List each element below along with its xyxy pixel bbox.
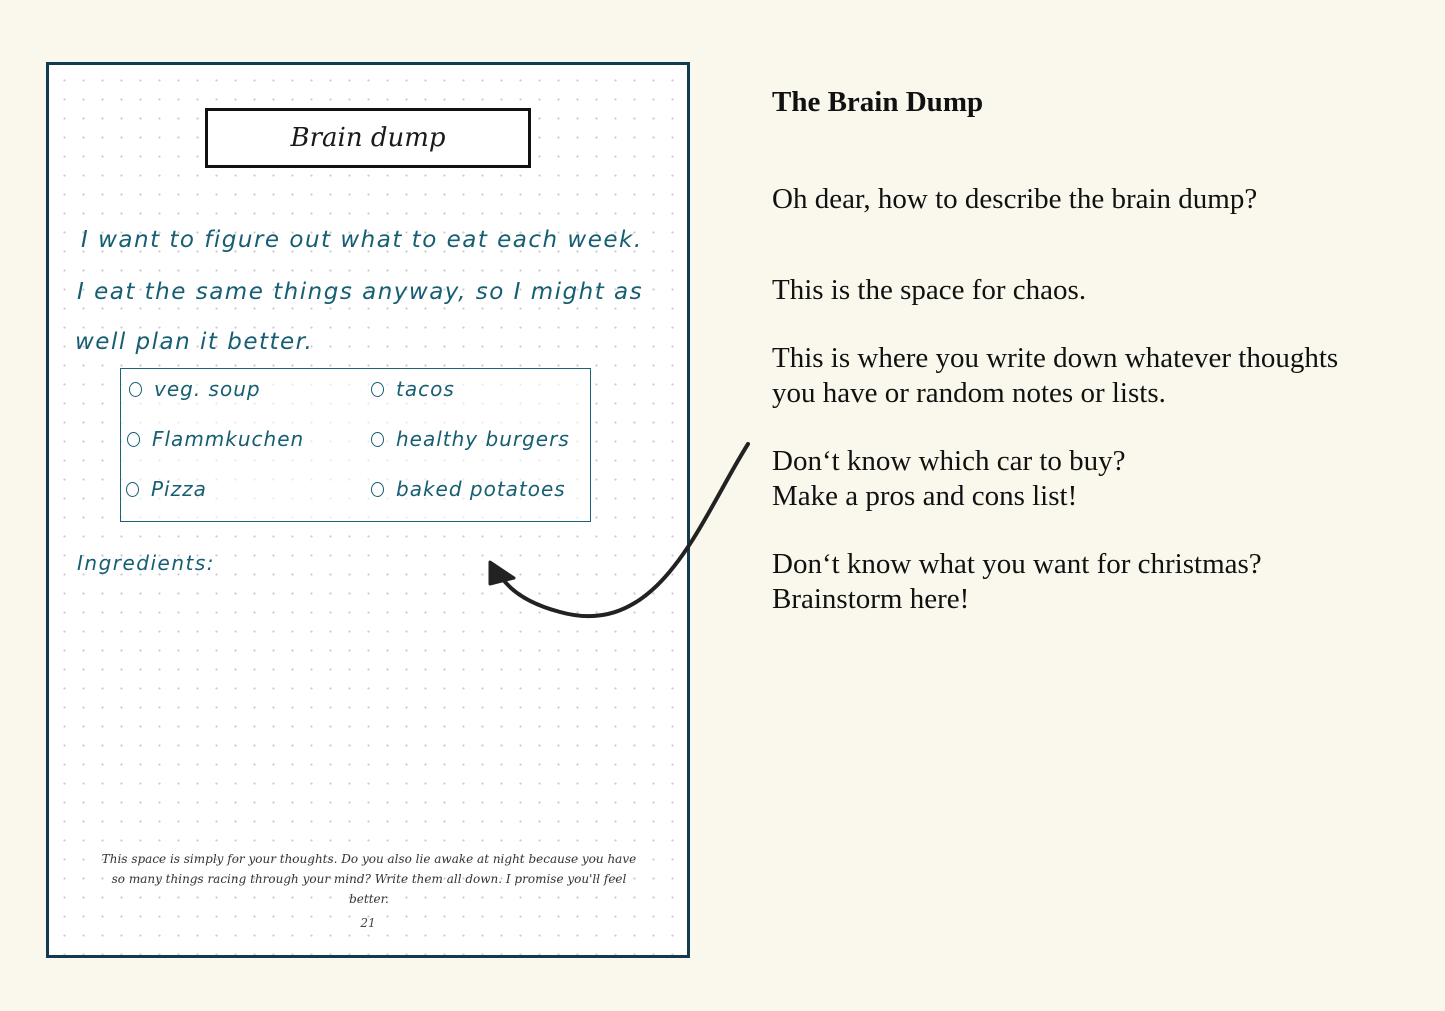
description-paragraph: This is the space for chaos.	[772, 273, 1087, 306]
description-panel	[772, 82, 1372, 616]
meal-list-box	[120, 368, 591, 522]
list-item: Pizza	[126, 477, 207, 501]
description-paragraph: Make a pros and cons list!	[772, 479, 1078, 512]
list-item: tacos	[371, 377, 455, 401]
list-item: baked potatoes	[371, 477, 566, 501]
checkbox-circle-icon	[129, 382, 142, 397]
page-title: Brain dump	[290, 123, 446, 153]
description-paragraph: Oh dear, how to describe the brain dump?	[772, 183, 1258, 215]
description-paragraph: This is where you write down whatever thoughts you have or random notes or lists.	[772, 342, 1339, 409]
journal-page	[46, 62, 690, 958]
handwriting-line-2: I eat the same things anyway, so I might as	[77, 279, 644, 305]
checkbox-circle-icon	[371, 382, 384, 397]
page-number: 21	[360, 916, 376, 930]
description-paragraph: Don‘t know what you want for christmas?	[772, 548, 1262, 580]
checkbox-circle-icon	[371, 482, 384, 497]
handwriting-line-1: I want to figure out what to eat each week.	[81, 227, 643, 253]
handwriting-line-3: well plan it better.	[75, 329, 314, 355]
checkbox-circle-icon	[371, 432, 384, 447]
description-paragraph: Don‘t know which car to buy?	[772, 445, 1126, 477]
checkbox-circle-icon	[126, 482, 139, 497]
list-item: veg. soup	[129, 377, 261, 401]
ingredients-label: Ingredients:	[77, 551, 216, 575]
checkbox-circle-icon	[127, 432, 140, 447]
page-footnote: This space is simply for your thoughts. Do you also lie awake at night because you have so many things racing through your mind? Write them all down. I promise you'll feel better.	[101, 852, 637, 906]
page-title-box	[205, 108, 531, 168]
list-item: Flammkuchen	[127, 427, 304, 451]
description-paragraph: Brainstorm here!	[772, 582, 970, 615]
list-item: healthy burgers	[371, 427, 570, 451]
description-heading: The Brain Dump	[772, 86, 984, 118]
